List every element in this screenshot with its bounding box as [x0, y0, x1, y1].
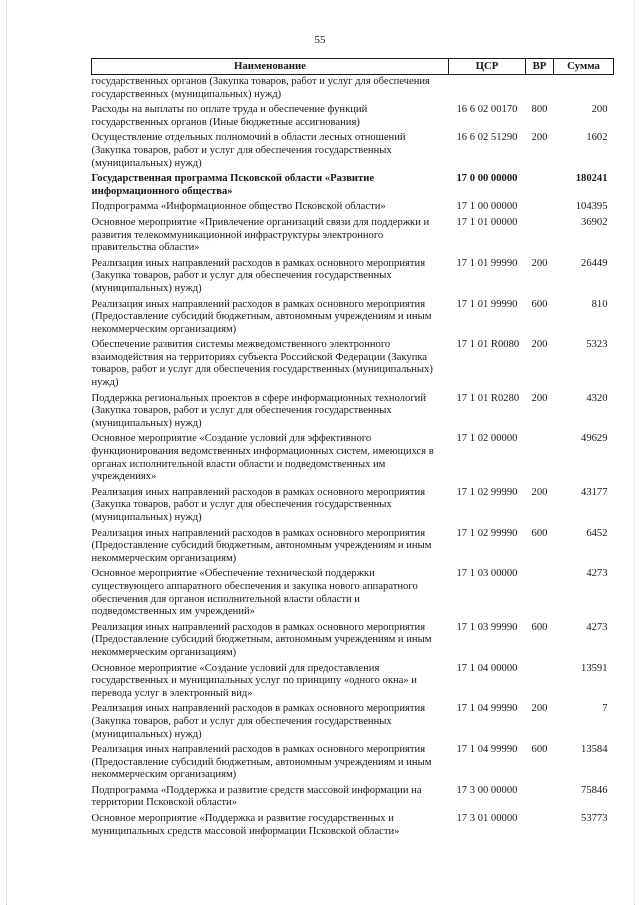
- table-row: [92, 131, 614, 172]
- row-csr: 17 0 00 00000: [456, 173, 518, 185]
- header-name: Наименование: [92, 59, 449, 75]
- row-csr: 17 1 04 99990: [456, 703, 518, 715]
- row-csr: 17 1 03 00000: [456, 568, 518, 580]
- table-row: [92, 392, 614, 433]
- table-row: [92, 621, 614, 662]
- row-sum: 180241: [575, 173, 608, 185]
- row-name: Реализация иных направлений расходов в рамках основного мероприятия (Закупка товаров, работ и услуг для обеспечения государственных (муниципальных) нужд): [91, 486, 426, 523]
- row-sum: 75846: [581, 784, 608, 796]
- row-csr: 17 1 03 99990: [456, 621, 518, 633]
- row-sum: 4320: [586, 392, 608, 404]
- table-row: [92, 812, 614, 840]
- row-csr: 17 1 02 99990: [456, 527, 518, 539]
- scan-edge-right: [634, 0, 636, 905]
- row-vr: [526, 432, 554, 485]
- row-sum: 13584: [581, 744, 608, 756]
- row-sum: 26449: [581, 257, 608, 269]
- row-csr: [449, 75, 526, 104]
- row-csr: 17 1 00 00000: [456, 201, 518, 213]
- row-vr: [526, 784, 554, 812]
- row-csr: 17 1 01 R0280: [456, 392, 520, 404]
- table-row: [92, 103, 614, 131]
- row-vr: 200: [531, 257, 548, 269]
- table-row: [92, 662, 614, 703]
- table-row: [92, 338, 614, 391]
- row-csr: 17 1 01 99990: [456, 298, 518, 310]
- row-name: Государственная программа Псковской области «Развитие информационного общества»: [91, 173, 375, 197]
- row-csr: 16 6 02 00170: [456, 104, 518, 116]
- table-row: [92, 743, 614, 784]
- row-name: Основное мероприятие «Создание условий для предоставления государственных и муниципальных услуг по принципу «одного окна» и перевода услуг в электронный вид»: [91, 662, 417, 699]
- header-sum: Сумма: [554, 59, 614, 75]
- table-row: [92, 257, 614, 298]
- row-sum: 5323: [586, 339, 608, 351]
- row-vr: 600: [531, 527, 548, 539]
- row-name: Подпрограмма «Поддержка и развитие средств массовой информации на территории Псковской области»: [91, 784, 422, 809]
- table-header-row: [92, 59, 614, 75]
- row-csr: 17 3 00 00000: [456, 784, 518, 796]
- row-name: Основное мероприятие «Привлечение организаций связи для поддержки и развития телекоммуникационной инфраструктуры электронного правительства области»: [91, 216, 430, 254]
- row-csr: 17 1 02 99990: [456, 486, 518, 498]
- table-row: [92, 527, 614, 568]
- row-vr: 200: [531, 392, 548, 404]
- row-sum: 13591: [581, 662, 608, 674]
- row-name: Поддержка региональных проектов в сфере информационных технологий (Закупка товаров, работ и услуг для обеспечения государственных (муниципальных) нужд): [91, 392, 427, 429]
- table-row: [92, 298, 614, 339]
- scan-edge-left: [6, 0, 8, 905]
- row-name: Основное мероприятие «Создание условий для эффективного функционирования ведомственных информационных систем, имеющихся в органах исполнительной власти области и подведомственных им учреждениях»: [91, 433, 434, 483]
- row-csr: 17 1 04 99990: [456, 744, 518, 756]
- row-sum: 36902: [581, 216, 608, 228]
- row-sum: 6452: [586, 527, 608, 539]
- row-sum: [554, 75, 614, 104]
- row-vr: 200: [531, 339, 548, 351]
- row-csr: 17 1 01 99990: [456, 257, 518, 269]
- row-vr: 200: [531, 486, 548, 498]
- row-name: Реализация иных направлений расходов в рамках основного мероприятия (Предоставление субсидий бюджетным, автономным учреждениям и иным некоммерческим организациям): [91, 298, 432, 335]
- row-vr: [526, 662, 554, 703]
- row-name: Основное мероприятие «Поддержка и развитие государственных и муниципальных средств массовой информации Псковской области»: [91, 813, 400, 837]
- budget-table: [91, 58, 614, 840]
- row-vr: 800: [531, 104, 548, 116]
- row-csr: 17 1 01 00000: [456, 216, 518, 228]
- row-csr: 16 6 02 51290: [456, 132, 518, 144]
- row-name: Реализация иных направлений расходов в рамках основного мероприятия (Предоставление субсидий бюджетным, автономным учреждениям и иным некоммерческим организациям): [91, 621, 432, 658]
- row-vr: 600: [531, 744, 548, 756]
- row-sum: 43177: [581, 486, 608, 498]
- row-sum: 53773: [581, 813, 608, 825]
- table-row: [92, 432, 614, 485]
- row-vr: 200: [531, 703, 548, 715]
- row-name: Реализация иных направлений расходов в рамках основного мероприятия (Закупка товаров, работ и услуг для обеспечения государственных (муниципальных) нужд): [91, 257, 426, 294]
- row-sum: 200: [591, 104, 608, 116]
- row-vr: [526, 75, 554, 104]
- row-name: Реализация иных направлений расходов в рамках основного мероприятия (Предоставление субсидий бюджетным, автономным учреждениям и иным некоммерческим организациям): [91, 527, 432, 564]
- row-vr: [526, 200, 554, 216]
- row-csr: 17 1 04 00000: [456, 662, 518, 674]
- row-name: Реализация иных направлений расходов в рамках основного мероприятия (Предоставление субсидий бюджетным, автономным учреждениям и иным некоммерческим организациям): [91, 744, 432, 781]
- table-row: [92, 702, 614, 743]
- row-name: Расходы на выплаты по оплате труда и обеспечение функций государственных органов (Иные бюджетные ассигнования): [91, 104, 368, 128]
- header-csr: ЦСР: [449, 59, 526, 75]
- row-vr: 200: [531, 132, 548, 144]
- row-vr: 600: [531, 298, 548, 310]
- table-row: [92, 784, 614, 812]
- table-row: [92, 216, 614, 257]
- table-row: [92, 172, 614, 200]
- row-name: Подпрограмма «Информационное общество Псковской области»: [91, 201, 386, 213]
- row-sum: 104395: [575, 201, 608, 213]
- row-vr: 600: [531, 621, 548, 633]
- table-row: [92, 200, 614, 216]
- row-sum: 810: [591, 298, 608, 310]
- row-sum: 4273: [586, 621, 608, 633]
- row-name: Обеспечение развития системы межведомственного электронного взаимодействия на территориях субъекта Российской Федерации (Закупка товаров, работ и услуг для обеспечения государственных (муниципальных) нужд): [91, 339, 433, 389]
- row-csr: 17 1 02 00000: [456, 433, 518, 445]
- header-vr: ВР: [526, 59, 554, 75]
- row-sum: 4273: [586, 568, 608, 580]
- table-row: [92, 75, 614, 104]
- row-csr: 17 3 01 00000: [456, 813, 518, 825]
- row-vr: [526, 812, 554, 840]
- row-sum: 1602: [586, 132, 608, 144]
- row-name: Реализация иных направлений расходов в рамках основного мероприятия (Закупка товаров, работ и услуг для обеспечения государственных (муниципальных) нужд): [91, 703, 426, 740]
- row-vr: [526, 172, 554, 200]
- table-row: [92, 486, 614, 527]
- row-sum: 49629: [581, 433, 608, 445]
- page-number: 55: [314, 34, 326, 46]
- table-body: [92, 75, 614, 841]
- row-name: Осуществление отдельных полномочий в области лесных отношений (Закупка товаров, работ и услуг для обеспечения государственных (муниципальных) нужд): [91, 132, 406, 169]
- table-row: [92, 567, 614, 620]
- row-csr: 17 1 01 R0080: [456, 339, 520, 351]
- row-vr: [526, 567, 554, 620]
- row-name: Основное мероприятие «Обеспечение технической поддержки существующего аппаратного обеспечения и закупка нового аппаратного обеспечения для органов исполнительной власти области и подведомственных им учреждений»: [91, 568, 418, 618]
- row-vr: [526, 216, 554, 257]
- row-sum: 7: [602, 703, 608, 715]
- row-name: государственных органов (Закупка товаров, работ и услуг для обеспечения государственных (муниципальных) нужд): [91, 76, 430, 100]
